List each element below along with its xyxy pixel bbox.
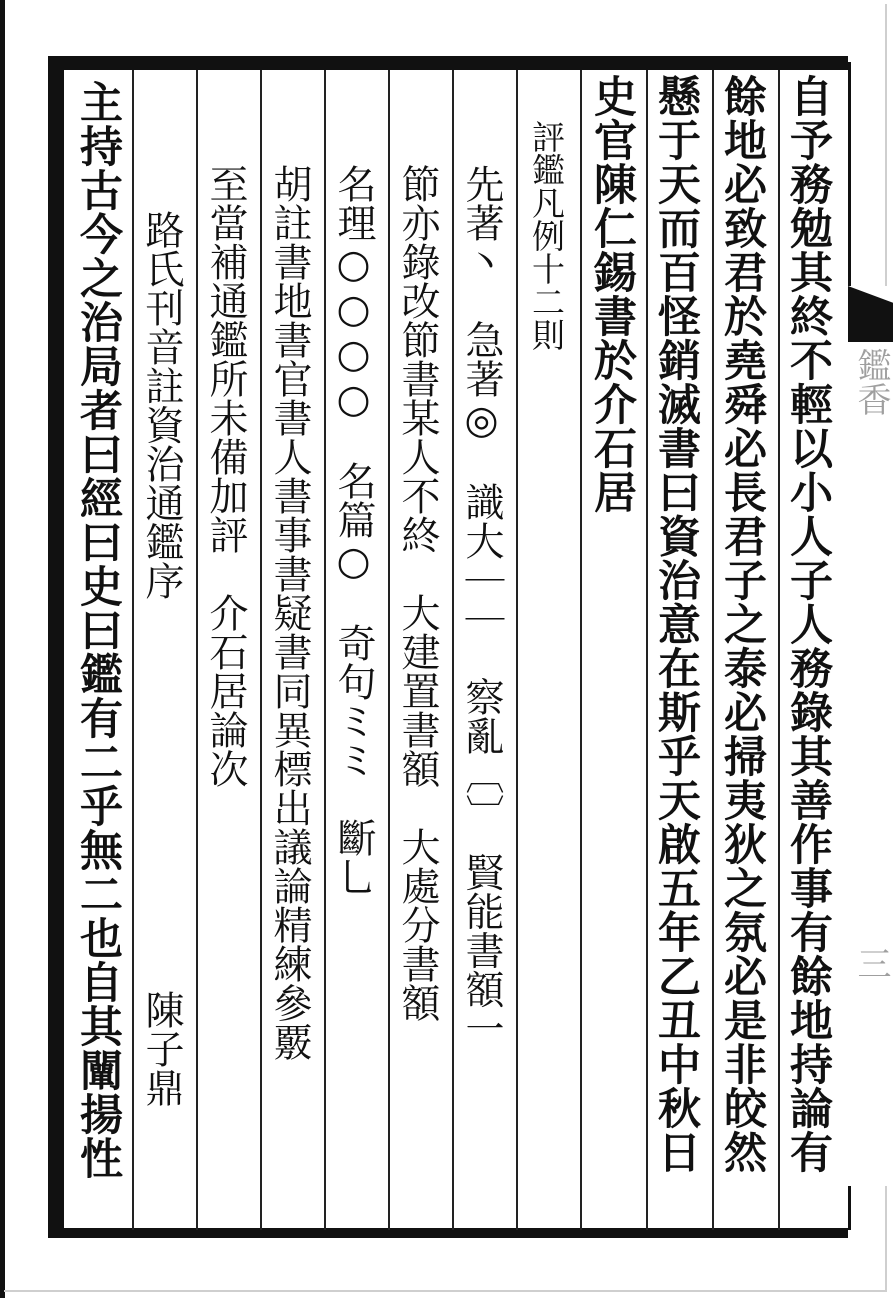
column-rule xyxy=(324,70,326,1230)
section-heading-column: 評鑑凡例十二則 xyxy=(527,120,566,351)
legend-column-5: 至當補通鑑所未備加評 介石居論次 xyxy=(203,164,248,788)
column-rule xyxy=(260,70,262,1230)
legend-column-2: 節亦錄改節書某人不終 大建置書額 大處分書額 xyxy=(395,164,440,1022)
preface-title-column: 路氏刊音註資治通鑑序 xyxy=(139,210,184,600)
column-rule xyxy=(516,70,518,1230)
column-rule xyxy=(712,70,714,1230)
column-rule xyxy=(778,70,780,1230)
text-column-4: 史官陳仁錫書於介石居 xyxy=(587,74,637,514)
text-column-2: 餘地必致君於堯舜必長君子之泰必掃夷狄之氛必是非皎然 xyxy=(717,74,767,1174)
text-column-1: 自予務勉其終不輕以小人子人務錄其善作事有餘地持論有 xyxy=(783,74,833,1174)
text-column-3: 懸于天而百怪銷滅書曰資治意在斯乎天啟五年乙丑中秋日 xyxy=(651,74,701,1174)
column-rule xyxy=(132,70,134,1230)
legend-column-3: 名理○○○○ 名篇○ 奇句ミミ 斷乚 xyxy=(331,164,376,896)
text-column-body: 主持古今之治局者曰經曰史曰鑑有二乎無二也自其闡揚性 xyxy=(73,80,123,1180)
author-column: 陳子鼎 xyxy=(139,990,184,1107)
legend-column-1: 先著丶 急著◎ 識大｜｜ 察亂〔〕 賢能書額一 xyxy=(459,164,504,1048)
spine-lower-text: 三 xyxy=(851,946,891,980)
column-rule xyxy=(196,70,198,1230)
column-rule xyxy=(580,70,582,1230)
spine-strip xyxy=(848,286,893,1186)
column-rule xyxy=(646,70,648,1230)
spine-black-tab xyxy=(848,286,893,342)
legend-column-4: 胡註書地書官書人書事書疑書同異標出議論精練參覈 xyxy=(267,164,312,1061)
column-rule xyxy=(388,70,390,1230)
column-rule xyxy=(452,70,454,1230)
spine-upper-text: 鑑香 xyxy=(851,348,891,416)
